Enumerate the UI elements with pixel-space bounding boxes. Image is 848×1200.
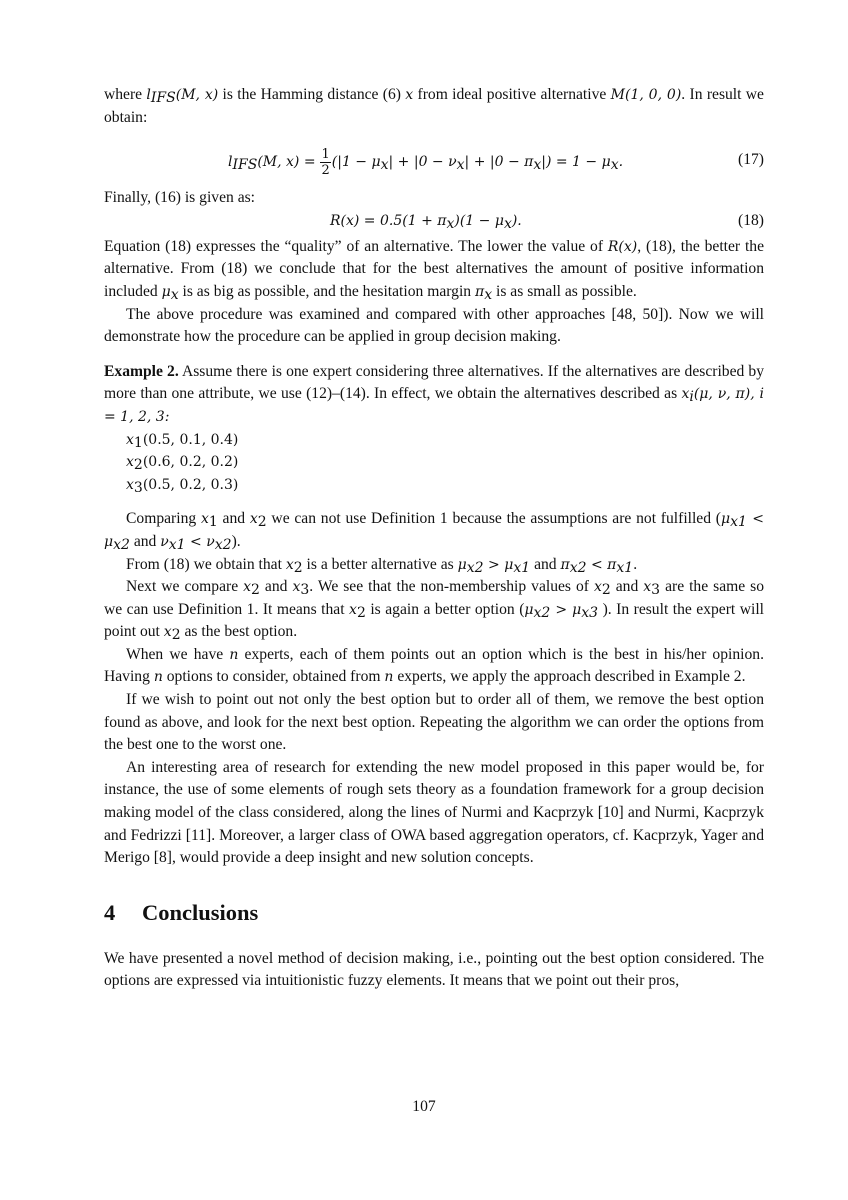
alternative-x2: $x_2(0.6$, 0.2, 0.2): [126, 454, 239, 474]
paragraph-n-experts: When we have n experts, each of them points out an option which is the best in his/her opinion. Having n options to consider, obtained from n experts, we apply the approach described in Example 2.: [104, 645, 764, 686]
example-label: Example 2.: [104, 362, 179, 380]
paragraph-from-18: From (18) we obtain that $x_2$ is a better alternative as $\mu_{x2} > \mu_{x1}$ and $\pi_{x2} < \pi_{x1}$.: [126, 555, 638, 576]
equation-17: $l_{IFS}(M$, x) = $\frac{1}{2}$ $(|1 - \mu_x| + |0 - \nu_x| + |0 - \pi_x|) = 1 - \mu_x$. (17): [228, 147, 764, 179]
paragraph-comparing: Comparing $x_1$ and $x_2$ we can not use Definition 1 because the assumptions are not fulfilled ($\mu_{x1} < \mu_{x2}$ and $\nu_{x1} < \nu_{x2}$).: [104, 510, 764, 553]
paragraph-future-research: An interesting area of research for extending the new model proposed in this paper would be, for instance, the use of some elements of rough sets theory as a foundation framework for a group decision making model of the class considered, along the lines of Nurmi and Kacprzyk [10] and Nurmi, Kacprzyk and Fedrizzi [11]. Moreover, a larger class of OWA based aggregation operators, cf. Kacprzyk, Yager and Merigo [8], would provide a deep insight and new solution concepts.: [104, 758, 764, 867]
section-number: 4: [104, 899, 116, 925]
section-heading-conclusions: [104, 900, 764, 926]
paragraph-next-compare: Next we compare $x_2$ and $x_3$. We see that the non-membership values of $x_2$ and $x_3$ are the same so we can use Definition 1. It means that $x_2$ is again a better option ($\mu_{x2} > \mu_{x3}$ ). In result the expert will point out $x_2$ as the best option.: [104, 578, 765, 644]
paragraph-quality: Equation (18) expresses the “quality” of an alternative. The lower the value of R(x), (18), the better the alternative. From (18) we conclude that for the best alternatives the amount of positive information included $\mu_x$ is as big as possible, and the hesitation margin $\pi_x$ is as small as possible.: [104, 237, 764, 303]
equation-number: (17): [738, 151, 764, 169]
paragraph-hamming: where $l_{IFS}(M$, x) is the Hamming distance (6) x from ideal positive alternative M(1, 0, 0). In result we obtain:: [104, 86, 764, 126]
paragraph-procedure: The above procedure was examined and compared with other approaches [48, 50]). Now we will demonstrate how the procedure can be applied in group decision making.: [104, 305, 764, 346]
equation-18: $R(x) = 0.5(1 + \pi_x)(1 - \mu_x)$. (18): [330, 211, 764, 232]
paragraph-finally: Finally, (16) is given as:: [104, 189, 256, 207]
page-body: [104, 84, 764, 993]
example-2: Example 2. Assume there is one expert considering three alternatives. If the alternatives are described by more than one attribute, we use (12)–(14). In effect, we obtain the alternatives described as $x_i(\mu$, ν, π), i = 1, 2, 3:: [104, 362, 764, 425]
paragraph-conclusions: We have presented a novel method of decision making, i.e., pointing out the best option considered. The options are expressed via intuitionistic fuzzy elements. It means that we point out their pros,: [104, 949, 764, 990]
alternative-x3: $x_3(0.5$, 0.2, 0.3): [126, 476, 239, 496]
fraction-one-half: $\frac{1}{2}$: [321, 147, 330, 179]
equation-number: (18): [738, 211, 764, 229]
paragraph-order-options: If we wish to point out not only the best option but to order all of them, we remove the best option found as above, and look for the next best option. Repeating the algorithm we can order the options from the best one to the worst one.: [104, 691, 764, 754]
section-title: Conclusions: [142, 899, 259, 925]
alternative-x1: $x_1(0.5$, 0.1, 0.4): [126, 431, 239, 451]
page-number: 107: [412, 1098, 436, 1115]
